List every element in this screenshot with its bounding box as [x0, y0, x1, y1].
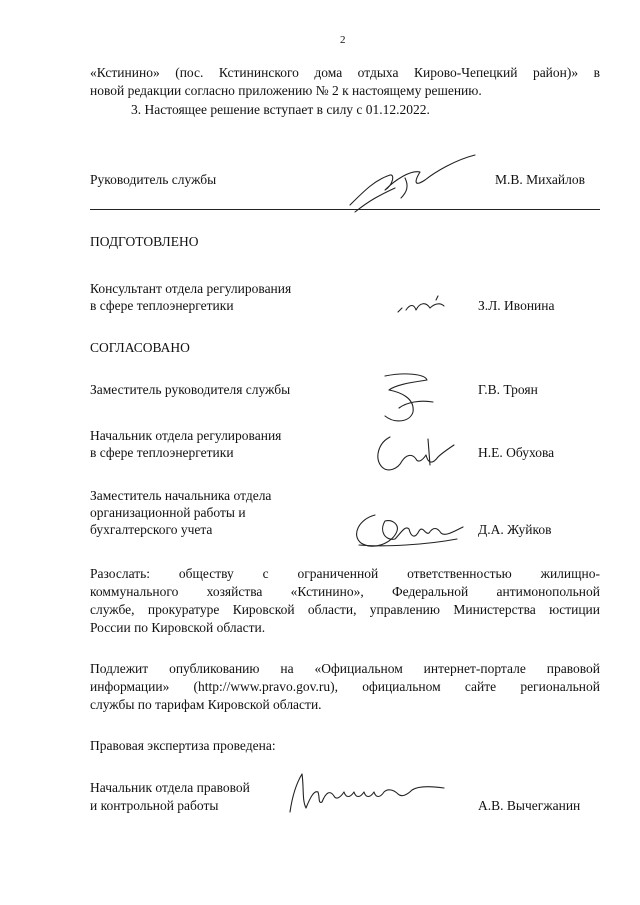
agreed-signer-1-signature: [375, 368, 445, 428]
agreed-signer-2-position-line-1: Начальник отдела регулирования: [90, 428, 282, 443]
agreed-heading: СОГЛАСОВАНО: [90, 340, 190, 355]
prepared-position-line-2: в сфере теплоэнергетики: [90, 298, 234, 313]
agreed-signer-2-name: Н.Е. Обухова: [478, 445, 555, 460]
agreed-signer-3-name: Д.А. Жуйков: [478, 522, 552, 537]
prepared-name: З.Л. Ивонина: [478, 298, 555, 313]
intro-line-1: «Кстинино» (пос. Кстининского дома отдыха Кирово-Чепецкий район)» в: [90, 65, 600, 80]
publication-line-3: службы по тарифам Кировской области.: [90, 697, 322, 712]
publication-line-2: информации» (http://www.pravo.gov.ru), официальном сайте региональной: [90, 679, 600, 694]
distribution-line-3: службе, прокуратуре Кировской области, управлению Министерства юстиции: [90, 602, 600, 617]
agreed-signer-3-position-line-1: Заместитель начальника отдела: [90, 488, 272, 503]
distribution-line-2: коммунального хозяйства «Кстинино», Федеральной антимонопольной: [90, 584, 600, 599]
agreed-signer-3-signature: [345, 505, 465, 555]
head-position: Руководитель службы: [90, 172, 217, 187]
agreed-signer-2-position-line-2: в сфере теплоэнергетики: [90, 445, 234, 460]
expertise-signature: [282, 768, 452, 818]
head-signature: [335, 150, 485, 215]
prepared-heading: ПОДГОТОВЛЕНО: [90, 234, 199, 249]
prepared-position-line-1: Консультант отдела регулирования: [90, 281, 292, 296]
divider-line: [90, 209, 600, 210]
distribution-line-1: Разослать: обществу с ограниченной ответственностью жилищно-: [90, 566, 600, 581]
agreed-signer-2-signature: [368, 425, 458, 480]
prepared-signature: [390, 292, 460, 322]
intro-line-2: новой редакции согласно приложению № 2 к настоящему решению.: [90, 83, 482, 98]
expertise-position-line-2: и контрольной работы: [90, 798, 219, 813]
agreed-signer-1-position: Заместитель руководителя службы: [90, 382, 291, 397]
expertise-text: Правовая экспертиза проведена:: [90, 738, 276, 753]
intro-item-3: 3. Настоящее решение вступает в силу с 01.12.2022.: [131, 102, 430, 117]
agreed-signer-3-position-line-3: бухгалтерского учета: [90, 522, 213, 537]
page-number: 2: [340, 34, 346, 46]
distribution-line-4: России по Кировской области.: [90, 620, 266, 635]
expertise-name: А.В. Вычегжанин: [478, 798, 581, 813]
publication-line-1: Подлежит опубликованию на «Официальном интернет-портале правовой: [90, 661, 600, 676]
head-name: М.В. Михайлов: [495, 172, 586, 187]
agreed-signer-3-position-line-2: организационной работы и: [90, 505, 246, 520]
expertise-position-line-1: Начальник отдела правовой: [90, 780, 250, 795]
agreed-signer-1-name: Г.В. Троян: [478, 382, 538, 397]
